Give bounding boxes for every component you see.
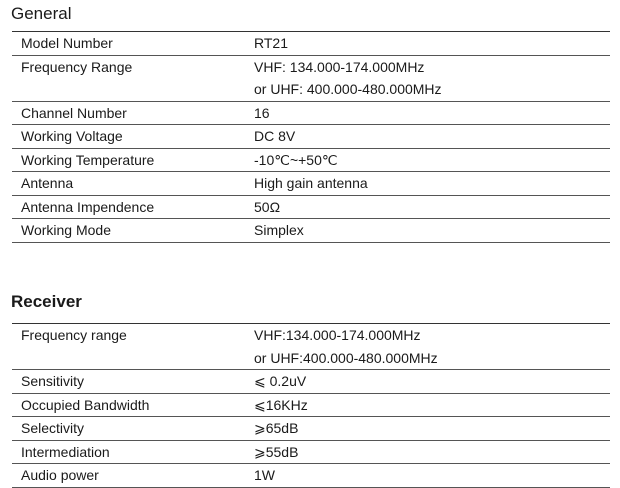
- spec-value-line: ⩾55dB: [254, 443, 299, 460]
- spec-value-line: VHF:134.000-174.000MHz: [254, 327, 421, 343]
- spec-row-antenna: [12, 172, 610, 196]
- spec-value: [254, 393, 610, 417]
- spec-value-line: High gain antenna: [254, 175, 368, 191]
- spec-label: Frequency range: [21, 327, 127, 343]
- spec-row-antenna-impedance: [12, 195, 610, 219]
- spec-row-audio-power: [12, 464, 610, 488]
- spec-label: Audio power: [21, 467, 99, 483]
- spec-value-line: 1W: [254, 467, 275, 483]
- spec-label: Antenna Impendence: [21, 198, 155, 215]
- spec-label: Selectivity: [21, 420, 85, 436]
- spec-row-selectivity: [12, 417, 610, 441]
- spec-value-line: or UHF:400.000-480.000MHz: [254, 349, 438, 366]
- spec-label: Channel Number: [21, 104, 127, 121]
- spec-value: [254, 324, 610, 370]
- spec-value: [254, 32, 610, 56]
- spec-row-sensitivity: [12, 370, 610, 394]
- spec-label: Intermediation: [21, 443, 110, 460]
- spec-row-frequency-range: [12, 324, 610, 370]
- spec-row-model-number: [12, 32, 610, 56]
- spec-value: [254, 219, 610, 243]
- spec-row-working-temperature: [12, 148, 610, 172]
- spec-value: [254, 417, 610, 441]
- spec-value: [254, 195, 610, 219]
- spec-value: [254, 148, 610, 172]
- spec-value: [254, 55, 610, 101]
- spec-value-line: Simplex: [254, 222, 304, 238]
- spec-value-line: or UHF: 400.000-480.000MHz: [254, 81, 442, 97]
- spec-value: [254, 101, 610, 125]
- spec-value-line: ⩽ 0.2uV: [254, 373, 307, 389]
- section-title-general: General: [11, 4, 72, 23]
- spec-label: Antenna: [21, 175, 74, 191]
- general-spec-table: [12, 31, 610, 243]
- spec-value-line: 16: [254, 104, 270, 121]
- spec-label: Working Mode: [21, 222, 112, 238]
- spec-value-line: ⩾65dB: [254, 420, 299, 436]
- spec-label: Model Number: [21, 35, 113, 51]
- spec-row-intermediation: [12, 440, 610, 464]
- spec-label: Sensitivity: [21, 373, 85, 389]
- spec-value: [254, 172, 610, 196]
- spec-value: [254, 440, 610, 464]
- spec-row-frequency-range: [12, 55, 610, 101]
- spec-row-working-voltage: [12, 125, 610, 149]
- section-title-receiver: Receiver: [11, 292, 82, 311]
- spec-label: Frequency Range: [21, 58, 133, 75]
- spec-value-line: DC 8V: [254, 128, 296, 144]
- spec-value: [254, 370, 610, 394]
- spec-label: Working Temperature: [21, 151, 155, 168]
- spec-value-line: 50Ω: [254, 198, 281, 215]
- spec-row-working-mode: [12, 219, 610, 243]
- spec-label: Working Voltage: [21, 128, 123, 144]
- spec-row-channel-number: [12, 101, 610, 125]
- spec-value-line: VHF: 134.000-174.000MHz: [254, 58, 425, 75]
- spec-value-line: -10℃~+50℃: [254, 151, 338, 168]
- receiver-spec-table: [12, 323, 610, 488]
- spec-row-occupied-bandwidth: [12, 393, 610, 417]
- spec-value-line: RT21: [254, 35, 288, 51]
- spec-value: [254, 464, 610, 488]
- spec-value: [254, 125, 610, 149]
- spec-label: Occupied Bandwidth: [21, 396, 150, 413]
- spec-value-line: ⩽16KHz: [254, 396, 308, 413]
